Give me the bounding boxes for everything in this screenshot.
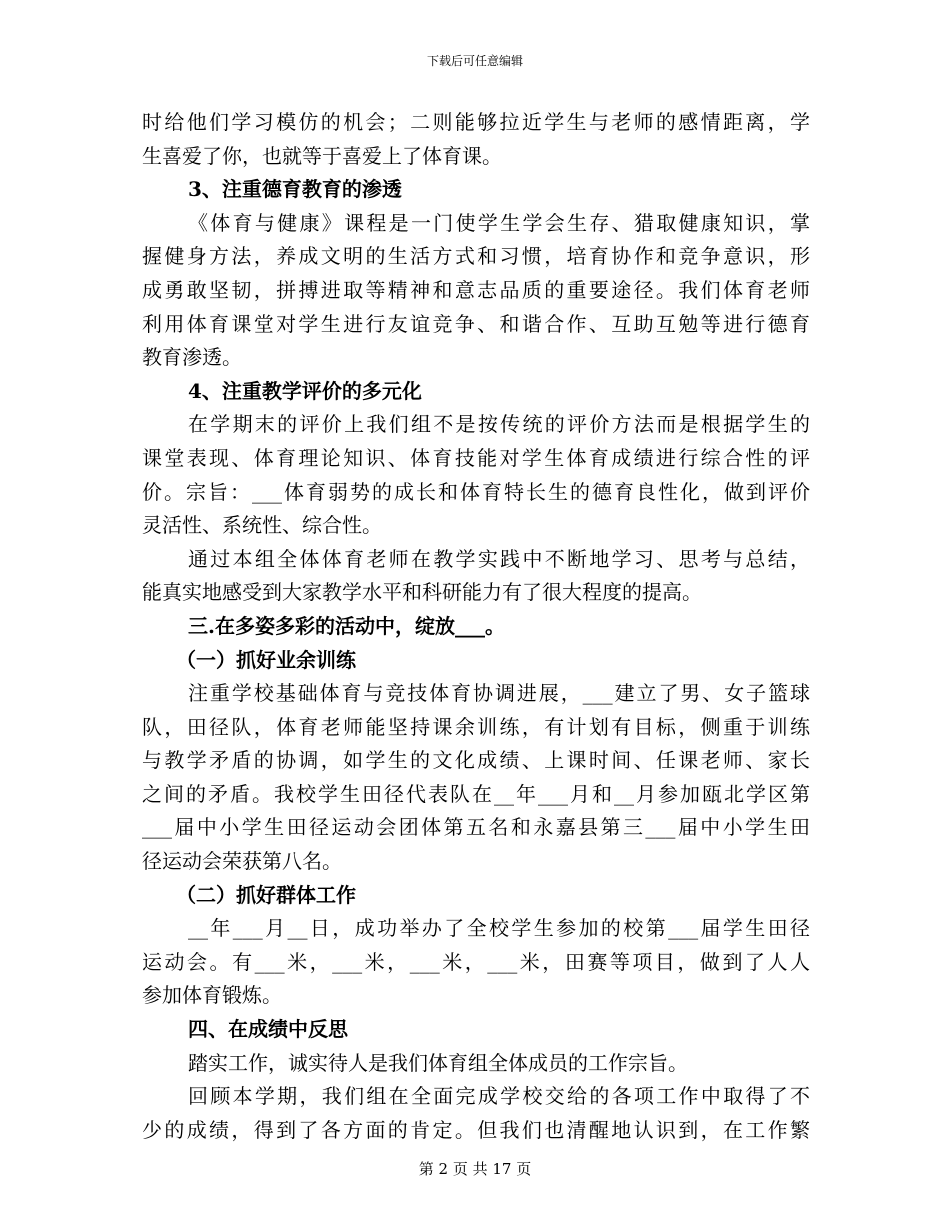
paragraph-line: 少的成绩，得到了各方面的肯定。但我们也清醒地认识到，在工作繁	[142, 1117, 810, 1142]
section-heading: 3、注重德育教育的渗透	[188, 177, 402, 202]
paragraph-line: 价。宗旨：___体育弱势的成长和体育特长生的德育良性化，做到评价	[142, 479, 810, 504]
paragraph-line: 能真实地感受到大家教学水平和科研能力有了很大程度的提高。	[142, 580, 702, 605]
paragraph-line: 生喜爱了你，也就等于喜爱上了体育课。	[142, 143, 502, 168]
paragraph-line: 在学期末的评价上我们组不是按传统的评价方法而是根据学生的	[188, 412, 810, 437]
paragraph-line: __年___月__日，成功举办了全校学生参加的校第___届学生田径	[188, 916, 810, 941]
paragraph-line: ___届中小学生田径运动会团体第五名和永嘉县第三___届中小学生田	[142, 815, 810, 840]
section-heading: 四、在成绩中反思	[188, 1017, 348, 1042]
paragraph-line: 回顾本学期，我们组在全面完成学校交给的各项工作中取得了不	[188, 1084, 810, 1109]
subsection-heading: （二）抓好群体工作	[176, 882, 356, 907]
paragraph-line: 成勇敢坚韧，拼搏进取等精神和意志品质的重要途径。我们体育老师	[142, 277, 810, 302]
paragraph-line: 径运动会荣获第八名。	[142, 849, 342, 874]
paragraph-line: 握健身方法，养成文明的生活方式和习惯，培育协作和竞争意识，形	[142, 244, 810, 269]
paragraph-line: 时给他们学习模仿的机会；二则能够拉近学生与老师的感情距离，学	[142, 110, 810, 134]
section-heading: 4、注重教学评价的多元化	[188, 378, 422, 403]
paragraph-line: 灵活性、系统性、综合性。	[142, 513, 382, 538]
paragraph-line: 利用体育课堂对学生进行友谊竞争、和谐合作、互助互勉等进行德育	[142, 311, 810, 336]
paragraph-line: 注重学校基础体育与竞技体育协调进展，___建立了男、女子篮球	[188, 681, 810, 706]
document-body	[142, 106, 810, 1147]
paragraph-line: 教育渗透。	[142, 345, 242, 370]
subsection-heading: （一）抓好业余训练	[176, 647, 356, 672]
paragraph-line: 踏实工作，诚实待人是我们体育组全体成员的工作宗旨。	[188, 1050, 688, 1075]
paragraph-line: 《体育与健康》课程是一门使学生学会生存、猎取健康知识，掌	[188, 210, 810, 235]
paragraph-line: 之间的矛盾。我校学生田径代表队在__年___月和__月参加瓯北学区第	[142, 781, 810, 806]
paragraph-line: 运动会。有___米，___米，___米，___米，田赛等项目，做到了人人	[142, 949, 810, 974]
header-note: 下载后可任意编辑	[426, 54, 523, 68]
page-number: 第 2 页 共 17 页	[418, 1160, 532, 1178]
paragraph-line: 参加体育锻炼。	[142, 983, 282, 1008]
section-heading: 三.在多姿多彩的活动中，绽放___。	[188, 613, 505, 638]
paragraph-line: 与教学矛盾的协调，如学生的文化成绩、上课时间、任课老师、家长	[142, 748, 810, 773]
paragraph-line: 队，田径队，体育老师能坚持课余训练，有计划有目标，侧重于训练	[142, 714, 810, 739]
paragraph-line: 通过本组全体体育老师在教学实践中不断地学习、思考与总结，	[188, 546, 810, 571]
paragraph-line: 课堂表现、体育理论知识、体育技能对学生体育成绩进行综合性的评	[142, 445, 810, 470]
